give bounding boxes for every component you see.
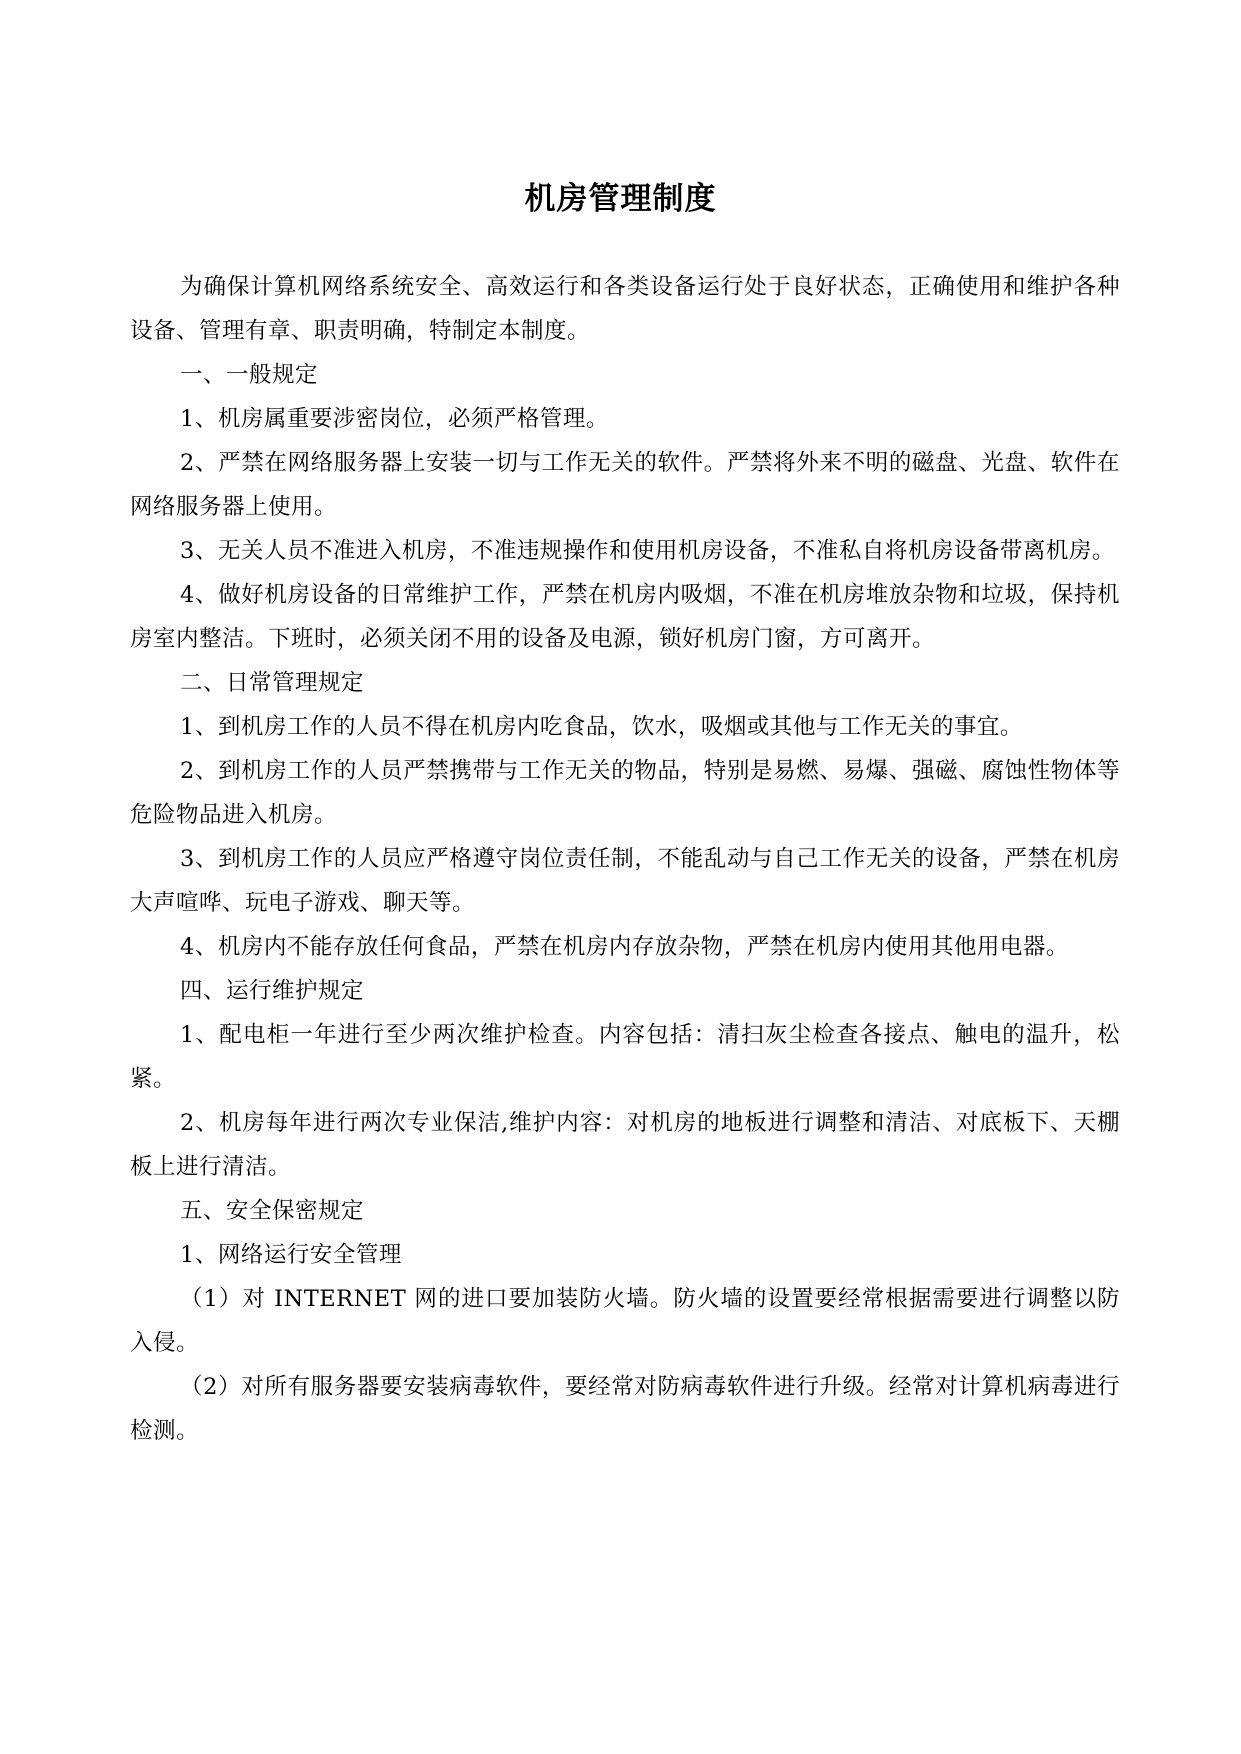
rule-paragraph: 3、无关人员不准进入机房，不准违规操作和使用机房设备，不准私自将机房设备带离机房。 [180,538,1115,564]
rule-paragraph: 4、机房内不能存放任何食品，严禁在机房内存放杂物，严禁在机房内使用其他用电器。 [180,934,1069,960]
section-heading-general: 一、一般规定 [180,362,319,388]
rule-paragraph: 2、到机房工作的人员严禁携带与工作无关的物品，特别是易燃、易爆、强磁、腐蚀性物体等危险物品进入机房。 [130,758,1120,828]
document-body [130,265,1120,1453]
subsection-heading: 1、网络运行安全管理 [180,1242,402,1268]
rule-paragraph: 1、配电柜一年进行至少两次维护检查。内容包括：清扫灰尘检查各接点、触电的温升，松紧。 [130,1022,1120,1092]
rule-paragraph: 1、到机房工作的人员不得在机房内吃食品，饮水，吸烟或其他与工作无关的事宜。 [180,714,1023,740]
rule-paragraph: 2、机房每年进行两次专业保洁,维护内容：对机房的地板进行调整和清洁、对底板下、天棚板上进行清洁。 [130,1110,1120,1180]
rule-paragraph: 4、做好机房设备的日常维护工作，严禁在机房内吸烟，不准在机房堆放杂物和垃圾，保持机房室内整洁。下班时，必须关闭不用的设备及电源，锁好机房门窗，方可离开。 [130,582,1120,652]
section-heading-maintenance: 四、运行维护规定 [180,978,365,1004]
intro-paragraph: 为确保计算机网络系统安全、高效运行和各类设备运行处于良好状态，正确使用和维护各种设备、管理有章、职责明确，特制定本制度。 [130,274,1120,344]
section-heading-security: 五、安全保密规定 [180,1198,365,1224]
section-heading-daily: 二、日常管理规定 [180,670,365,696]
rule-paragraph: （2）对所有服务器要安装病毒软件，要经常对防病毒软件进行升级。经常对计算机病毒进行检测。 [130,1374,1120,1444]
rule-paragraph: 2、严禁在网络服务器上安装一切与工作无关的软件。严禁将外来不明的磁盘、光盘、软件在网络服务器上使用。 [130,450,1120,520]
page-title: 机房管理制度 [524,181,717,217]
rule-paragraph: （1）对 INTERNET 网的进口要加装防火墙。防火墙的设置要经常根据需要进行调整以防入侵。 [130,1286,1120,1356]
rule-paragraph: 3、到机房工作的人员应严格遵守岗位责任制，不能乱动与自己工作无关的设备，严禁在机房大声喧哗、玩电子游戏、聊天等。 [130,846,1120,916]
rule-paragraph: 1、机房属重要涉密岗位，必须严格管理。 [180,406,609,432]
